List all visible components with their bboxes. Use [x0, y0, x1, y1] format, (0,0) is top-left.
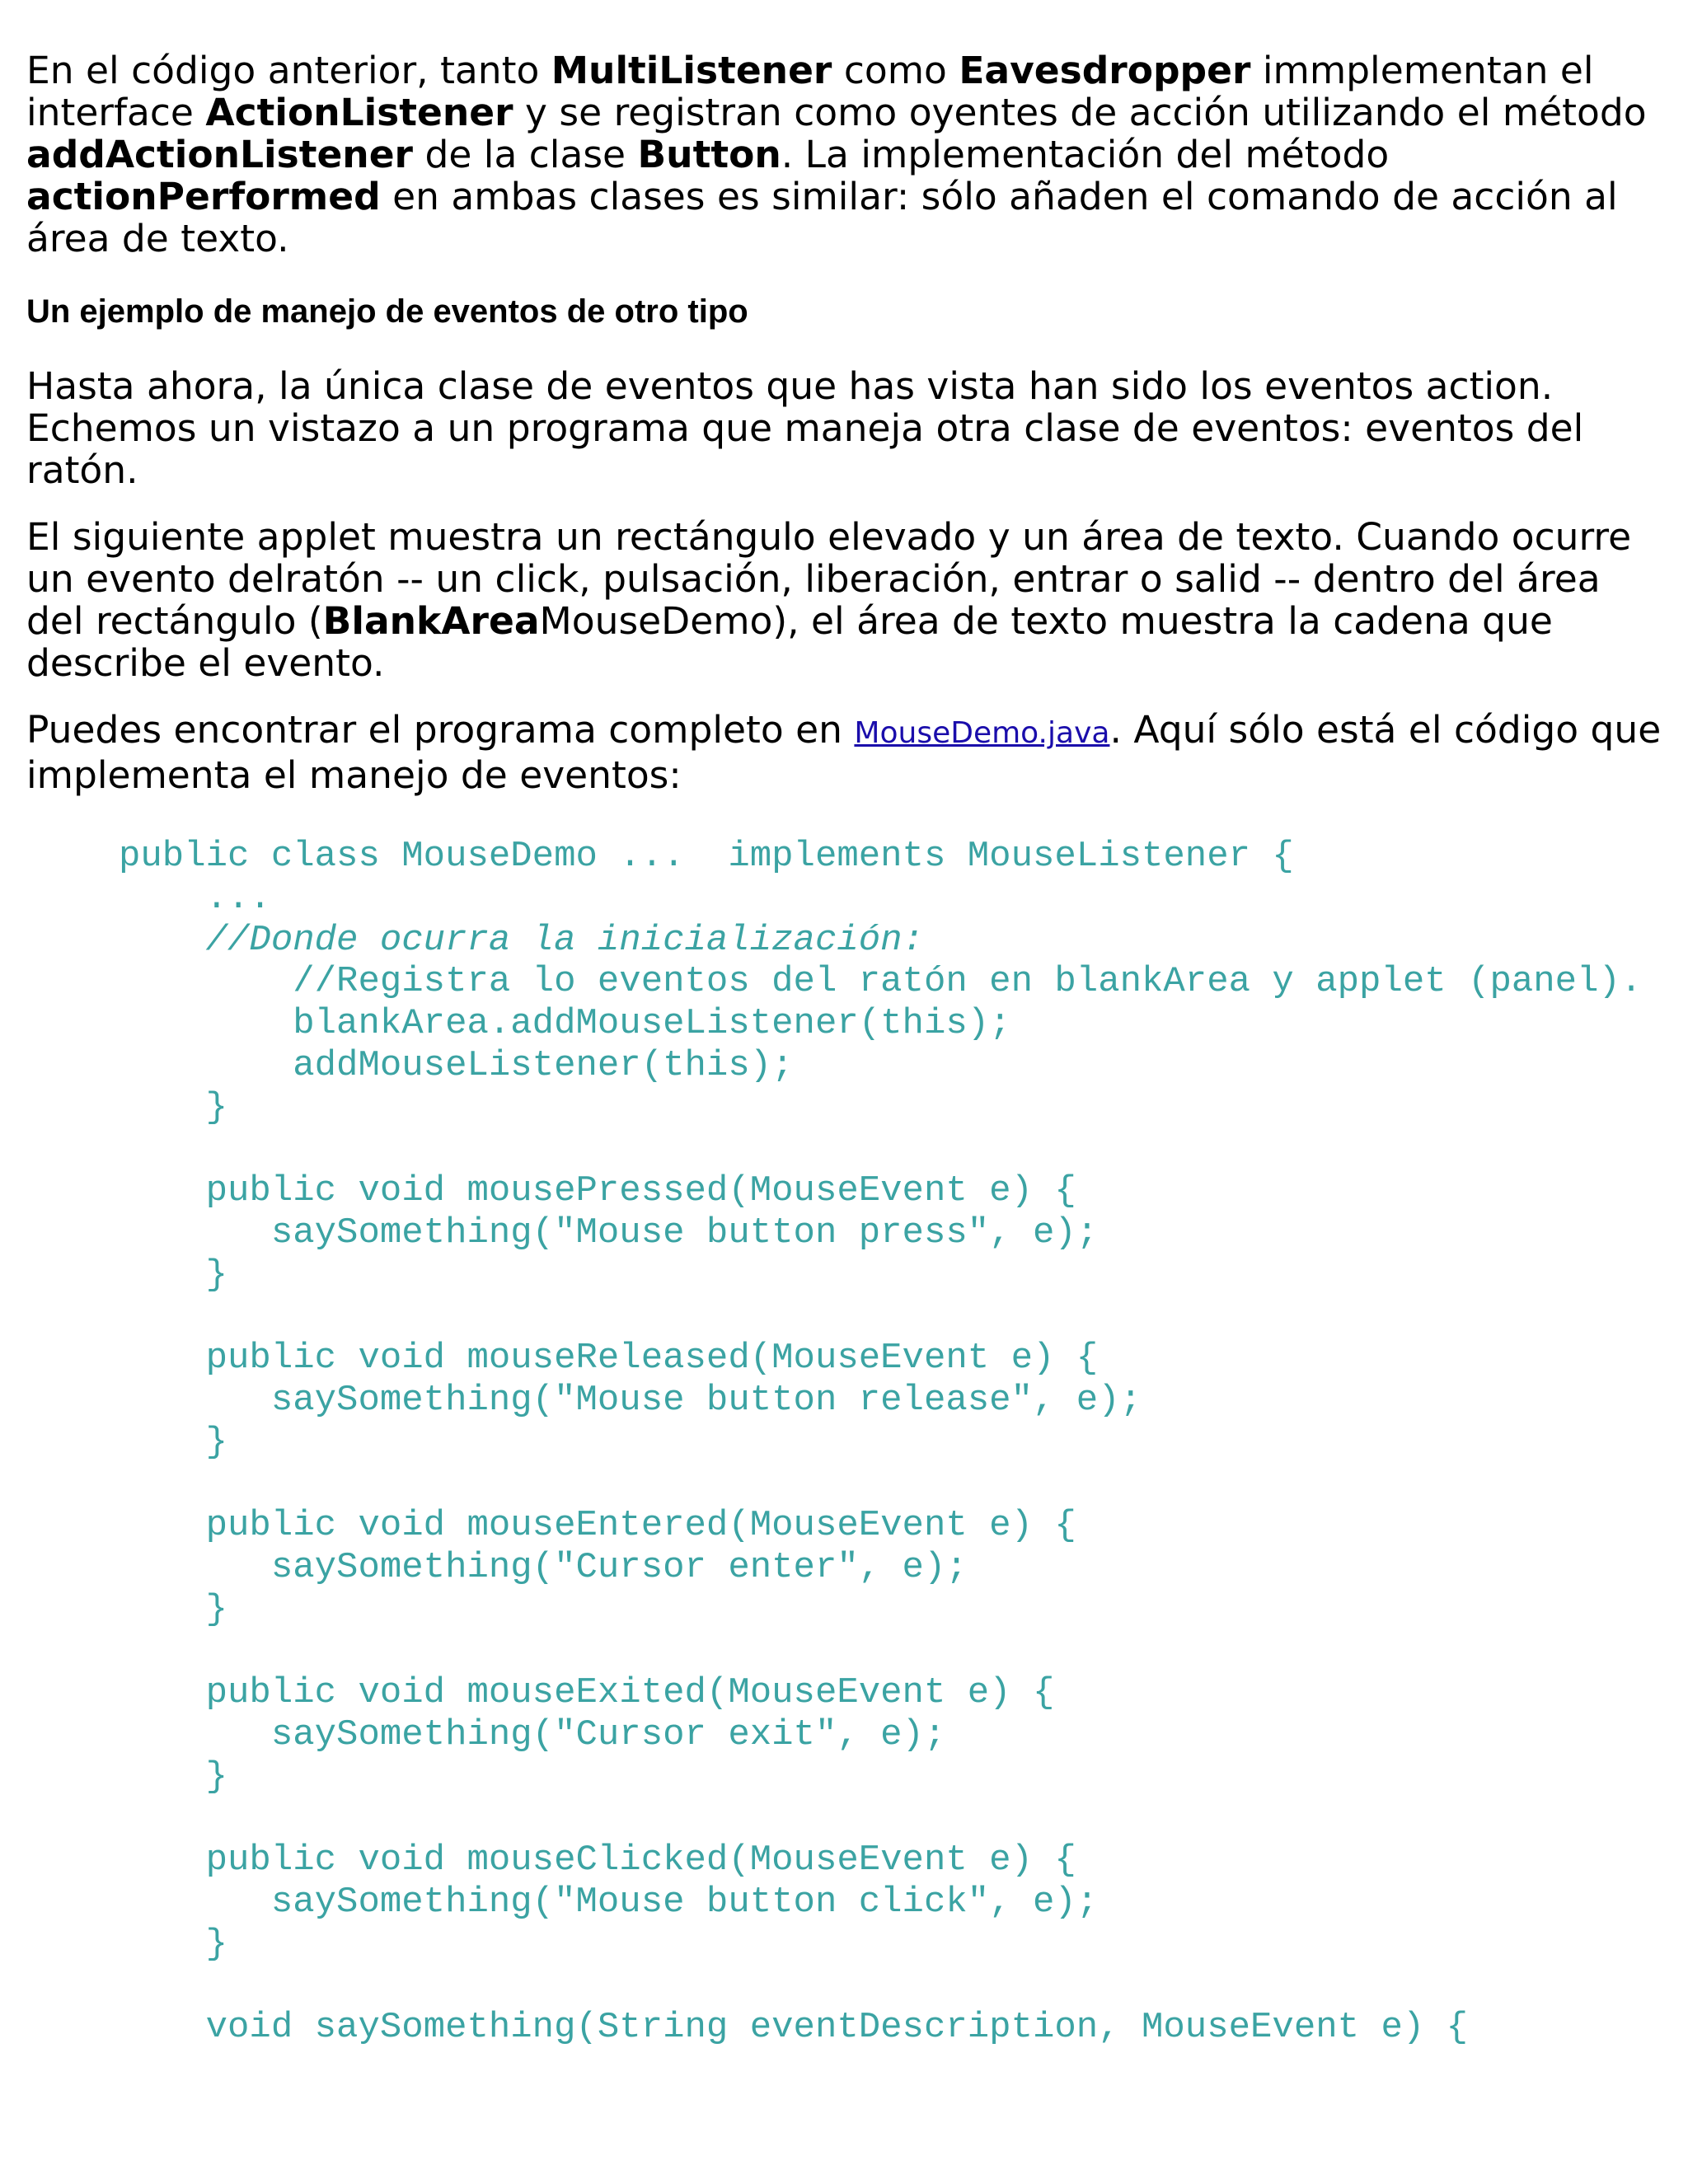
document-page: [26, 49, 1667, 2049]
code-line: saySomething("Cursor exit", e);: [119, 1713, 946, 1755]
code-line: saySomething("Cursor enter", e);: [119, 1546, 968, 1588]
code-block: [26, 836, 1667, 2049]
text-run: En el código anterior, tanto: [26, 49, 551, 92]
code-line: }: [119, 1254, 228, 1296]
code-line: public void mouseReleased(MouseEvent e) {: [119, 1338, 1099, 1379]
code-line: }: [119, 1923, 228, 1965]
code-line: }: [119, 1755, 228, 1797]
text-run: Puedes encontrar el programa completo en: [26, 708, 855, 752]
code-line: void saySomething(String eventDescription, MouseEvent e) {: [119, 2007, 1469, 2048]
code-line: }: [119, 1421, 228, 1463]
text-run: MouseDemo), el área de texto muestra la cadena que describe el evento.: [26, 599, 1553, 685]
text-run: y se registran como oyentes de acción utilizando el método: [513, 91, 1647, 134]
code-line: public void mouseExited(MouseEvent e) {: [119, 1672, 1055, 1713]
text-run: El siguiente applet muestra un rectángulo elevado y un área de texto. Cuando ocurre un evento delratón -- un click, pulsación, liberación, entrar o salid -- dentro del área del rectángulo (: [26, 515, 1632, 643]
code-line: saySomething("Mouse button release", e);: [119, 1379, 1142, 1421]
text-run: de la clase: [413, 133, 638, 176]
code-line: blankArea.addMouseListener(this);: [119, 1003, 1011, 1044]
paragraph-applet-description: [26, 516, 1667, 684]
code-line: saySomething("Mouse button click", e);: [119, 1881, 1099, 1923]
text-run: immplementan el interface: [26, 49, 1594, 134]
code-line: public class MouseDemo ... implements MouseListener {: [119, 836, 1294, 877]
code-line: }: [119, 1086, 228, 1128]
code-line: public void mouseClicked(MouseEvent e) {: [119, 1840, 1076, 1881]
code-line: //Donde ocurra la inicialización:: [119, 919, 924, 961]
bold-term-multilistener: MultiListener: [551, 49, 832, 92]
paragraph-program-link: [26, 709, 1667, 796]
code-line: saySomething("Mouse button press", e);: [119, 1212, 1099, 1254]
text-run: en ambas clases es similar: sólo añaden el comando de acción al área de texto.: [26, 175, 1618, 260]
bold-term-actionperformed: actionPerformed: [26, 175, 381, 218]
code-line: //Registra lo eventos del ratón en blankArea y applet (panel).: [119, 961, 1643, 1003]
text-run: . Aquí sólo está el código que implementa el manejo de eventos:: [26, 708, 1662, 797]
paragraph-action-events: Hasta ahora, la única clase de eventos que has vista han sido los eventos action. Echemos un vistazo a un programa que maneja otra clase de eventos: eventos del ratón.: [26, 364, 1584, 492]
text-run: como: [832, 49, 959, 92]
code-line: }: [119, 1588, 228, 1630]
mousedemo-java-link[interactable]: MouseDemo.java: [854, 716, 1110, 750]
bold-term-button: Button: [637, 133, 781, 176]
text-run: . La implementación del método: [781, 133, 1390, 176]
code-line: public void mouseEntered(MouseEvent e) {: [119, 1505, 1076, 1546]
bold-term-eavesdropper: Eavesdropper: [959, 49, 1251, 92]
code-line: ...: [119, 877, 271, 919]
paragraph-intro: [26, 49, 1667, 260]
bold-term-actionlistener: ActionListener: [205, 91, 513, 134]
section-heading: Un ejemplo de manejo de eventos de otro tipo: [26, 293, 748, 330]
code-line: public void mousePressed(MouseEvent e) {: [119, 1170, 1076, 1212]
bold-term-blankarea: BlankArea: [322, 599, 540, 643]
code-line: addMouseListener(this);: [119, 1044, 794, 1086]
bold-term-addactionlistener: addActionListener: [26, 133, 413, 176]
